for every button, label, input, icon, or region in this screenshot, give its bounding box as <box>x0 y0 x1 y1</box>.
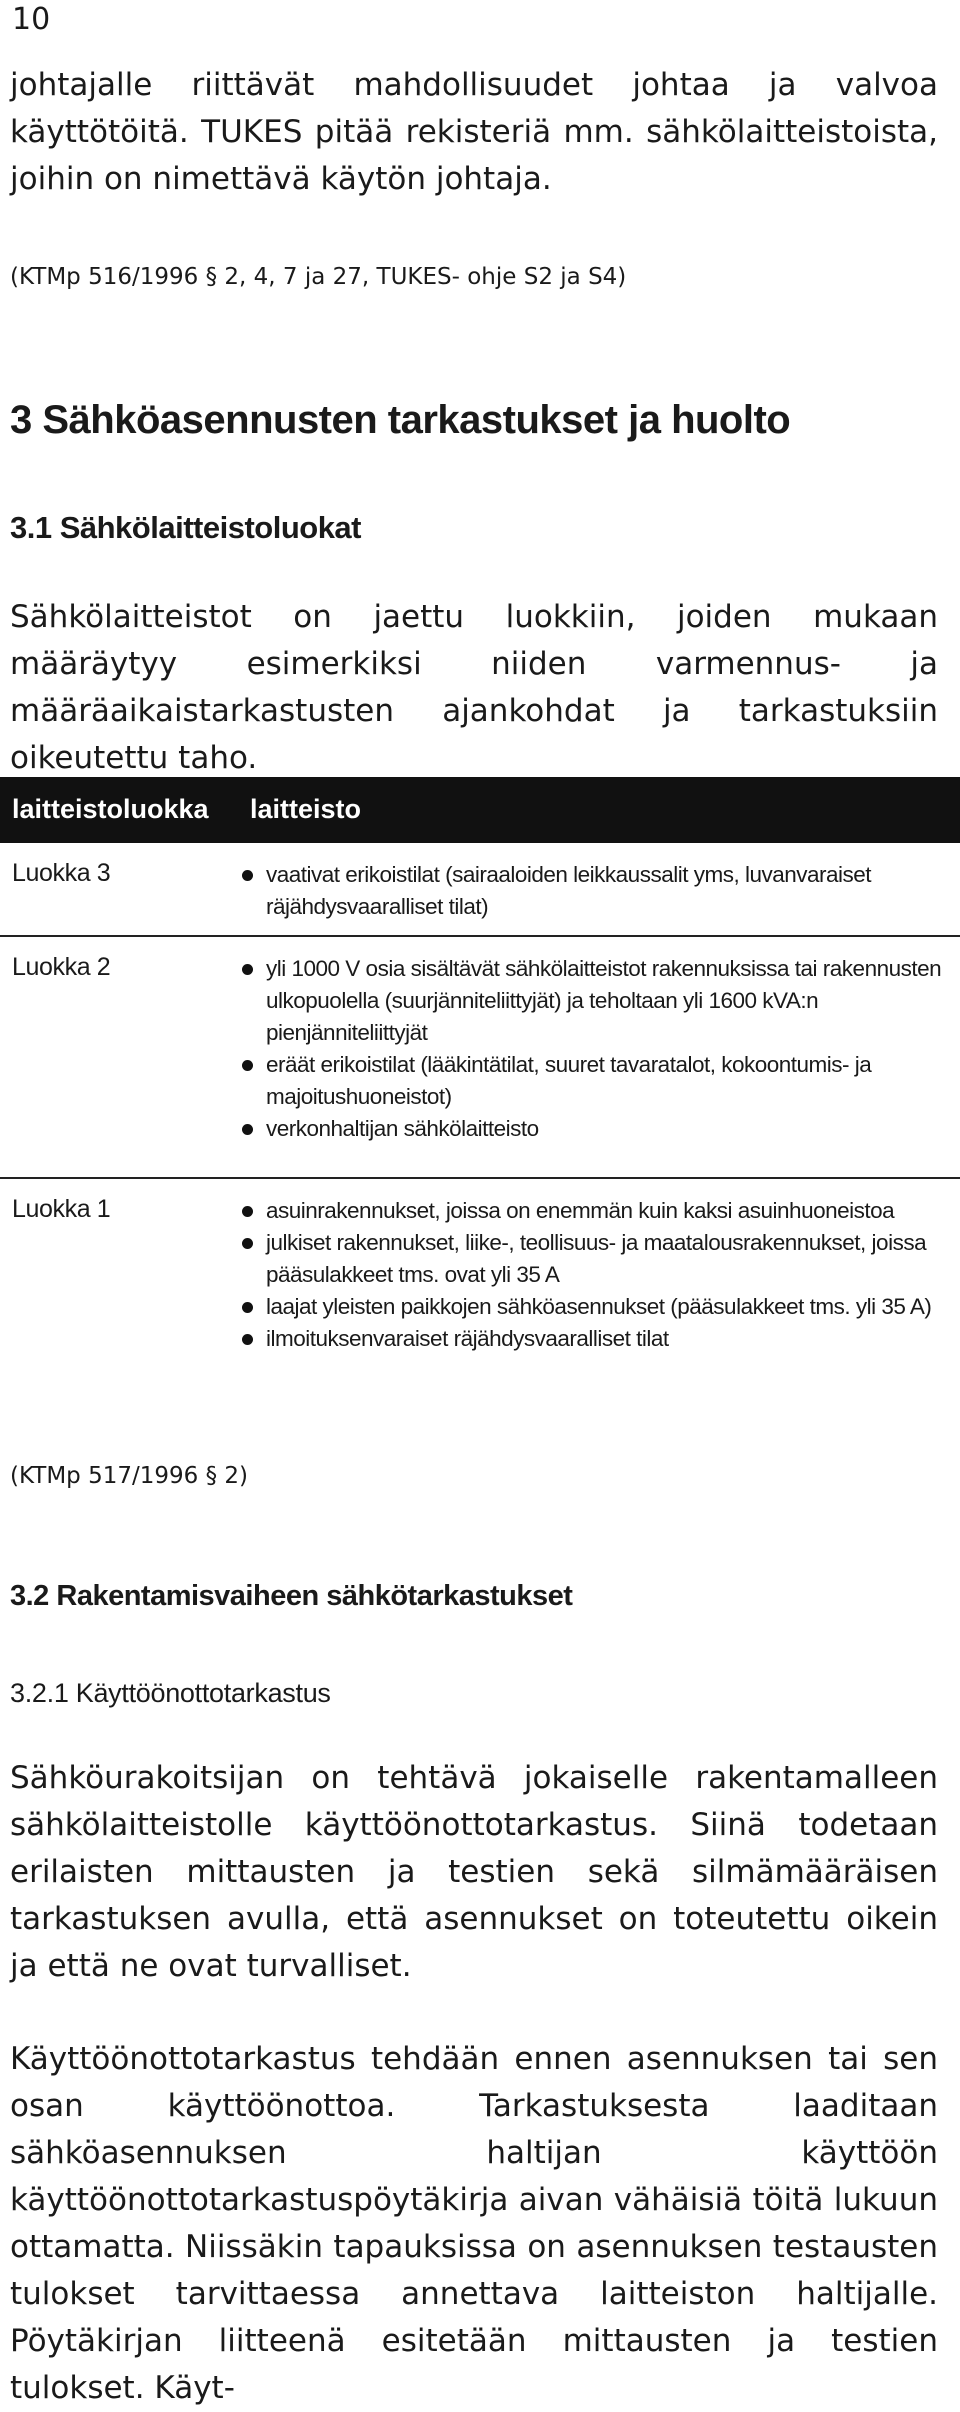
list-item: asuinrakennukset, joissa on enemmän kuin kaksi asuinhuoneistoa <box>240 1195 950 1227</box>
page-number: 10 <box>12 2 51 37</box>
paragraph-3-1: Sähkölaitteistot on jaettu luokkiin, joiden mukaan määräytyy esimerkiksi niiden varmennus- ja määräaikaistarkastusten ajankohdat ja tarkastuksiin oikeutettu taho. <box>10 599 938 776</box>
table-header <box>0 777 960 843</box>
list-item: laajat yleisten paikkojen sähköasennukset (pääsulakkeet tms. yli 35 A) <box>240 1291 950 1323</box>
row-label: Luokka 2 <box>12 953 111 981</box>
bullet-icon <box>242 1206 253 1217</box>
table-header-equipment: laitteisto <box>250 794 362 824</box>
paragraph-3-2-1-b: Käyttöönottotarkastus tehdään ennen asennuksen tai sen osan käyttöönottoa. Tarkastuksesta laaditaan sähköasennuksen haltijan käyttöön käyttöönottotarkastuspöytäkirja aivan vähäisiä töitä lukuun ottamatta. Niissäkin tapauksissa on asennuksen testausten tulokset tarvittaessa annettava laitteiston haltijalle. Pöytäkirjan liitteenä esitetään mittausten ja testien tulokset. Käyt- <box>10 2041 938 2406</box>
bullet-icon <box>242 1302 253 1313</box>
table-row <box>0 1179 960 1454</box>
list-item: yli 1000 V osia sisältävät sähkölaitteistot rakennuksissa tai rakennusten ulkopuolella (suurjänniteliittyjät) ja teholtaan yli 1600 kVA:n pienjänniteliittyjät <box>240 953 950 1049</box>
bullet-icon <box>242 1060 253 1071</box>
intro-paragraph: johtajalle riittävät mahdollisuudet johtaa ja valvoa käyttötöitä. TUKES pitää rekisteriä mm. sähkölaitteistoista, joihin on nimettävä käytön johtaja. <box>10 67 938 197</box>
table-row <box>0 937 960 1179</box>
bullet-icon <box>242 870 253 881</box>
paragraph-3-2-1-a: Sähköurakoitsijan on tehtävä jokaiselle rakentamalleen sähkölaitteistolle käyttöönottotarkastus. Siinä todetaan erilaisten mittausten ja testien sekä silmämääräisen tarkastuksen avulla, että asennukset on toteutettu oikein ja että ne ovat turvalliset. <box>10 1760 938 1984</box>
list-item: verkonhaltijan sähkölaitteisto <box>240 1113 950 1145</box>
bullet-icon <box>242 1238 253 1249</box>
section-heading-3-1: 3.1 Sähkölaitteistoluokat <box>10 510 361 545</box>
table-header-class: laitteistoluokka <box>12 794 209 824</box>
reference-ktmp-516: (KTMp 516/1996 § 2, 4, 7 ja 27, TUKES- ohje S2 ja S4) <box>10 264 627 290</box>
section-heading-3: 3 Sähköasennusten tarkastukset ja huolto <box>10 398 791 442</box>
list-item: ilmoituksenvaraiset räjähdysvaaralliset tilat <box>240 1323 950 1355</box>
item-list <box>240 1195 950 1355</box>
bullet-icon <box>242 1334 253 1345</box>
row-label: Luokka 3 <box>12 859 111 887</box>
bullet-icon <box>242 1124 253 1135</box>
bullet-icon <box>242 964 253 975</box>
item-list <box>240 953 950 1145</box>
section-heading-3-2: 3.2 Rakentamisvaiheen sähkötarkastukset <box>10 1580 573 1612</box>
section-heading-3-2-1: 3.2.1 Käyttöönottotarkastus <box>10 1678 331 1708</box>
table-row <box>0 843 960 937</box>
list-item: eräät erikoistilat (lääkintätilat, suuret tavaratalot, kokoontumis- ja majoitushuoneistot) <box>240 1049 950 1113</box>
list-item: vaativat erikoistilat (sairaaloiden leikkaussalit yms, luvanvaraiset räjähdysvaaralliset tilat) <box>240 859 950 923</box>
list-item: julkiset rakennukset, liike-, teollisuus- ja maatalousrakennukset, joissa pääsulakkeet tms. ovat yli 35 A <box>240 1227 950 1291</box>
item-list <box>240 859 950 923</box>
reference-ktmp-517: (KTMp 517/1996 § 2) <box>10 1463 248 1489</box>
row-label: Luokka 1 <box>12 1195 111 1223</box>
